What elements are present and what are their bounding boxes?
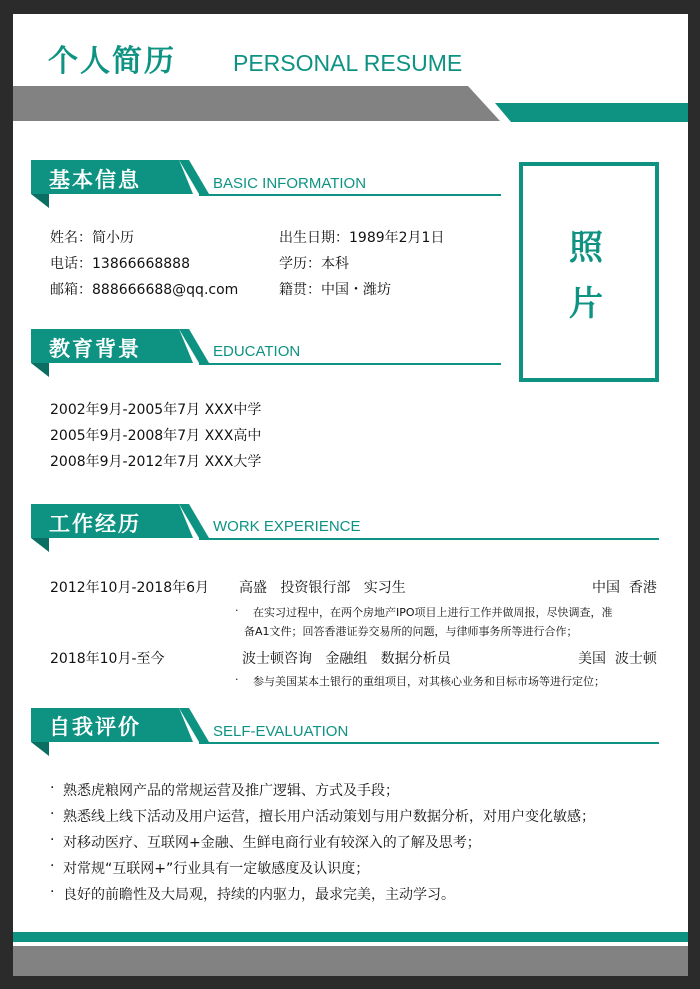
self-item-bullet: · xyxy=(50,884,55,900)
work-title-en: WORK EXPERIENCE xyxy=(213,518,361,535)
self-title-en: SELF-EVALUATION xyxy=(213,723,349,740)
job-period: 2012年10月-2018年6月 xyxy=(50,580,210,596)
info-phone: 电话：13866668888 xyxy=(50,256,190,272)
resume-title-cn: 个人简历 xyxy=(48,44,176,79)
self-item: 对常规“互联网+”行业具有一定敏感度及认识度； xyxy=(63,861,370,877)
info-email: 邮箱：888666688@qq.com xyxy=(50,282,239,298)
info-birth: 出生日期：1989年2月1日 xyxy=(279,230,445,246)
photo-frame xyxy=(519,162,659,382)
job-desc: 参与美国某本土银行的重组项目，对其核心业务和目标市场等进行定位； xyxy=(253,675,605,688)
photo-char-1: 照 xyxy=(569,228,603,268)
self-item-bullet: · xyxy=(50,780,55,796)
job-desc: 备A1文件；回答香港证券交易所的问题，与律师事务所等进行合作； xyxy=(244,625,578,638)
header-gray-bar xyxy=(13,86,500,121)
job-desc: 在实习过程中，在两个房地产IPO项目上进行工作并做周报，尽快调查，准 xyxy=(253,606,613,619)
header-bars xyxy=(13,86,688,126)
info-education: 学历：本科 xyxy=(279,256,349,272)
self-item: 对移动医疗、互联网+金融、生鲜电商行业有较深入的了解及思考； xyxy=(63,835,481,851)
self-item-bullet: · xyxy=(50,858,55,874)
resume-title-en: PERSONAL RESUME xyxy=(233,50,463,76)
resume-page xyxy=(13,14,688,976)
info-origin: 籍贯：中国・潍坊 xyxy=(279,282,391,298)
work-title-cn: 工作经历 xyxy=(49,512,141,536)
footer-teal-bar xyxy=(13,932,688,942)
basic-title-en: BASIC INFORMATION xyxy=(213,175,367,192)
footer-gray-bar xyxy=(13,946,688,976)
self-item: 熟悉虎粮网产品的常规运营及推广逻辑、方式及手段； xyxy=(63,783,399,799)
self-item-bullet: · xyxy=(50,806,55,822)
self-item-bullet: · xyxy=(50,832,55,848)
job-desc-bullet: · xyxy=(235,673,239,686)
job-location: 美国 波士顿 xyxy=(578,651,657,667)
job-role: 波士顿咨询 金融组 数据分析员 xyxy=(242,651,451,667)
self-item: 熟悉线上线下活动及用户运营，擅长用户活动策划与用户数据分析，对用户变化敏感； xyxy=(63,809,595,825)
basic-title-cn: 基本信息 xyxy=(49,168,141,192)
job-role: 高盛 投资银行部 实习生 xyxy=(239,580,406,596)
education-title-cn: 教育背景 xyxy=(49,337,141,361)
education-item: 2008年9月-2012年7月 XXX大学 xyxy=(50,454,262,470)
self-item: 良好的前瞻性及大局观，持续的内驱力，最求完美，主动学习。 xyxy=(63,887,455,903)
job-period: 2018年10月-至今 xyxy=(50,651,165,667)
header-teal-bar xyxy=(495,103,688,122)
info-name: 姓名：简小历 xyxy=(50,230,134,246)
self-title-cn: 自我评价 xyxy=(49,715,141,739)
education-item: 2002年9月-2005年7月 XXX中学 xyxy=(50,402,262,418)
job-desc-bullet: · xyxy=(235,604,239,617)
photo-char-2: 片 xyxy=(569,284,603,324)
education-item: 2005年9月-2008年7月 XXX高中 xyxy=(50,428,262,444)
education-title-en: EDUCATION xyxy=(213,343,301,360)
job-location: 中国 香港 xyxy=(592,580,657,596)
